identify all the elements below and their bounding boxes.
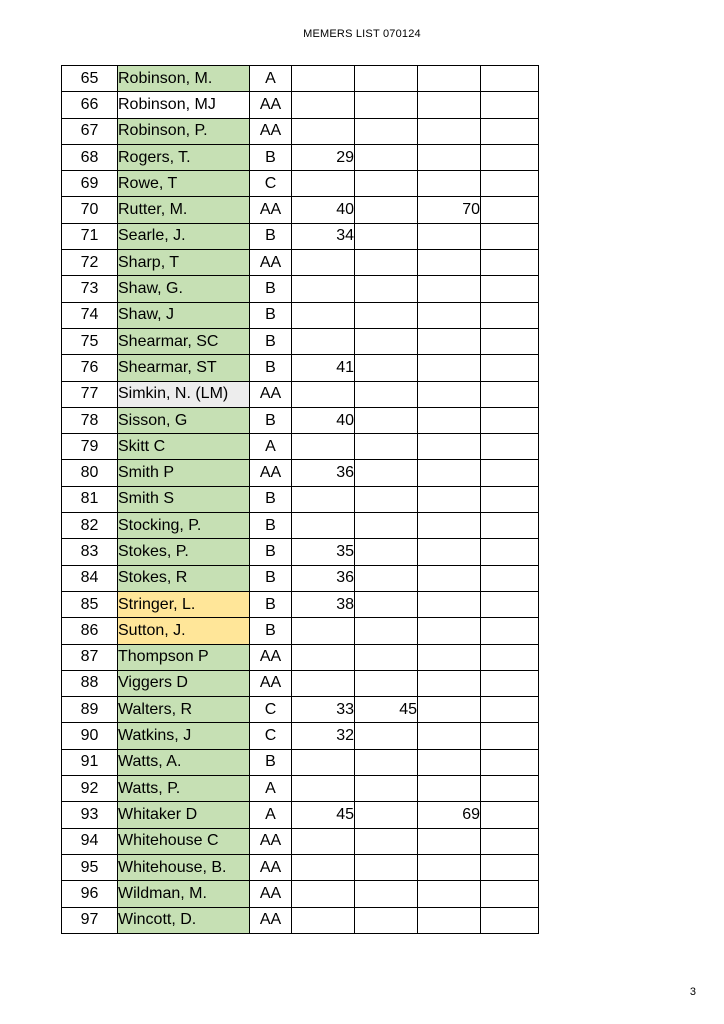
member-name-cell: Smith S <box>118 486 250 512</box>
value-col-3-cell <box>418 486 481 512</box>
value-col-3-cell <box>418 171 481 197</box>
table-row <box>62 513 539 539</box>
value-col-4-cell <box>481 644 539 670</box>
table-row <box>62 907 539 933</box>
value-col-2-cell <box>355 66 418 92</box>
value-col-3-cell <box>418 697 481 723</box>
value-col-2-cell <box>355 565 418 591</box>
value-col-3-cell <box>418 66 481 92</box>
value-col-1-cell <box>292 907 355 933</box>
table-row <box>62 539 539 565</box>
value-col-3-cell <box>418 723 481 749</box>
value-col-4-cell <box>481 565 539 591</box>
value-col-2-cell <box>355 723 418 749</box>
value-col-2-cell <box>355 460 418 486</box>
value-col-2-cell <box>355 591 418 617</box>
member-name-cell: Searle, J. <box>118 223 250 249</box>
member-grade-cell: AA <box>250 460 292 486</box>
members-table-body <box>62 66 539 934</box>
member-grade-cell: A <box>250 776 292 802</box>
value-col-4-cell <box>481 302 539 328</box>
member-name-cell: Stringer, L. <box>118 591 250 617</box>
value-col-3-cell <box>418 513 481 539</box>
table-row <box>62 644 539 670</box>
value-col-1-cell <box>292 328 355 354</box>
table-row <box>62 118 539 144</box>
member-name-cell: Skitt C <box>118 434 250 460</box>
member-grade-cell: AA <box>250 92 292 118</box>
value-col-4-cell <box>481 513 539 539</box>
member-grade-cell: B <box>250 749 292 775</box>
value-col-4-cell <box>481 697 539 723</box>
member-grade-cell: C <box>250 697 292 723</box>
value-col-1-cell: 40 <box>292 407 355 433</box>
table-row <box>62 302 539 328</box>
value-col-3-cell <box>418 828 481 854</box>
value-col-3-cell <box>418 381 481 407</box>
member-grade-cell: B <box>250 486 292 512</box>
member-grade-cell: AA <box>250 197 292 223</box>
member-name-cell: Whitehouse, B. <box>118 854 250 880</box>
table-row <box>62 776 539 802</box>
member-number-cell: 78 <box>62 407 118 433</box>
table-row <box>62 407 539 433</box>
value-col-3-cell <box>418 881 481 907</box>
member-grade-cell: B <box>250 144 292 170</box>
member-name-cell: Sutton, J. <box>118 618 250 644</box>
member-number-cell: 92 <box>62 776 118 802</box>
value-col-3-cell <box>418 907 481 933</box>
member-grade-cell: B <box>250 328 292 354</box>
value-col-3-cell <box>418 276 481 302</box>
value-col-1-cell: 38 <box>292 591 355 617</box>
member-grade-cell: B <box>250 276 292 302</box>
member-number-cell: 95 <box>62 854 118 880</box>
member-number-cell: 80 <box>62 460 118 486</box>
member-name-cell: Walters, R <box>118 697 250 723</box>
value-col-2-cell: 45 <box>355 697 418 723</box>
table-row <box>62 328 539 354</box>
value-col-1-cell <box>292 513 355 539</box>
member-grade-cell: AA <box>250 381 292 407</box>
value-col-1-cell <box>292 644 355 670</box>
value-col-1-cell <box>292 486 355 512</box>
member-name-cell: Shearmar, ST <box>118 355 250 381</box>
table-row <box>62 460 539 486</box>
value-col-3-cell <box>418 328 481 354</box>
value-col-1-cell: 29 <box>292 144 355 170</box>
value-col-3-cell <box>418 302 481 328</box>
member-number-cell: 83 <box>62 539 118 565</box>
member-number-cell: 70 <box>62 197 118 223</box>
value-col-2-cell <box>355 881 418 907</box>
value-col-1-cell <box>292 66 355 92</box>
value-col-1-cell: 40 <box>292 197 355 223</box>
value-col-1-cell <box>292 881 355 907</box>
member-grade-cell: A <box>250 66 292 92</box>
value-col-1-cell <box>292 670 355 696</box>
value-col-3-cell: 69 <box>418 802 481 828</box>
value-col-3-cell <box>418 223 481 249</box>
member-grade-cell: B <box>250 565 292 591</box>
member-name-cell: Rutter, M. <box>118 197 250 223</box>
table-row <box>62 144 539 170</box>
value-col-3-cell <box>418 749 481 775</box>
value-col-4-cell <box>481 197 539 223</box>
member-number-cell: 67 <box>62 118 118 144</box>
member-number-cell: 72 <box>62 250 118 276</box>
member-grade-cell: B <box>250 513 292 539</box>
value-col-2-cell <box>355 407 418 433</box>
member-number-cell: 79 <box>62 434 118 460</box>
member-name-cell: Wildman, M. <box>118 881 250 907</box>
value-col-1-cell <box>292 276 355 302</box>
table-row <box>62 381 539 407</box>
member-name-cell: Shaw, J <box>118 302 250 328</box>
member-name-cell: Wincott, D. <box>118 907 250 933</box>
member-name-cell: Sisson, G <box>118 407 250 433</box>
member-name-cell: Watts, P. <box>118 776 250 802</box>
member-name-cell: Viggers D <box>118 670 250 696</box>
value-col-2-cell <box>355 223 418 249</box>
member-number-cell: 82 <box>62 513 118 539</box>
table-row <box>62 92 539 118</box>
member-grade-cell: AA <box>250 250 292 276</box>
member-name-cell: Shaw, G. <box>118 276 250 302</box>
table-row <box>62 618 539 644</box>
table-row <box>62 854 539 880</box>
value-col-4-cell <box>481 670 539 696</box>
member-name-cell: Sharp, T <box>118 250 250 276</box>
member-number-cell: 90 <box>62 723 118 749</box>
member-number-cell: 77 <box>62 381 118 407</box>
value-col-1-cell <box>292 434 355 460</box>
member-number-cell: 91 <box>62 749 118 775</box>
table-row <box>62 250 539 276</box>
table-row <box>62 828 539 854</box>
member-number-cell: 74 <box>62 302 118 328</box>
value-col-1-cell: 32 <box>292 723 355 749</box>
member-name-cell: Robinson, M. <box>118 66 250 92</box>
value-col-2-cell <box>355 802 418 828</box>
value-col-2-cell <box>355 144 418 170</box>
member-grade-cell: A <box>250 434 292 460</box>
value-col-2-cell <box>355 276 418 302</box>
member-grade-cell: C <box>250 723 292 749</box>
value-col-2-cell <box>355 355 418 381</box>
value-col-1-cell: 34 <box>292 223 355 249</box>
value-col-2-cell <box>355 618 418 644</box>
value-col-3-cell <box>418 460 481 486</box>
value-col-2-cell <box>355 197 418 223</box>
value-col-3-cell <box>418 118 481 144</box>
value-col-4-cell <box>481 460 539 486</box>
member-name-cell: Robinson, MJ <box>118 92 250 118</box>
member-number-cell: 65 <box>62 66 118 92</box>
value-col-3-cell <box>418 92 481 118</box>
value-col-2-cell <box>355 854 418 880</box>
table-row <box>62 197 539 223</box>
value-col-4-cell <box>481 776 539 802</box>
value-col-1-cell <box>292 302 355 328</box>
member-grade-cell: B <box>250 539 292 565</box>
value-col-4-cell <box>481 250 539 276</box>
member-number-cell: 94 <box>62 828 118 854</box>
table-row <box>62 802 539 828</box>
value-col-1-cell <box>292 618 355 644</box>
member-grade-cell: AA <box>250 118 292 144</box>
value-col-2-cell <box>355 92 418 118</box>
member-number-cell: 68 <box>62 144 118 170</box>
value-col-3-cell <box>418 854 481 880</box>
value-col-3-cell <box>418 434 481 460</box>
page-header-title: MEMERS LIST 070124 <box>303 28 421 40</box>
value-col-2-cell <box>355 513 418 539</box>
member-name-cell: Robinson, P. <box>118 118 250 144</box>
table-row <box>62 697 539 723</box>
table-row <box>62 591 539 617</box>
value-col-4-cell <box>481 854 539 880</box>
value-col-4-cell <box>481 486 539 512</box>
member-number-cell: 81 <box>62 486 118 512</box>
member-name-cell: Watkins, J <box>118 723 250 749</box>
member-number-cell: 85 <box>62 591 118 617</box>
value-col-2-cell <box>355 749 418 775</box>
value-col-1-cell <box>292 92 355 118</box>
table-row <box>62 723 539 749</box>
table-row <box>62 670 539 696</box>
value-col-2-cell <box>355 539 418 565</box>
value-col-1-cell <box>292 381 355 407</box>
value-col-2-cell <box>355 434 418 460</box>
value-col-3-cell <box>418 355 481 381</box>
member-grade-cell: AA <box>250 670 292 696</box>
member-grade-cell: AA <box>250 881 292 907</box>
value-col-1-cell <box>292 118 355 144</box>
value-col-4-cell <box>481 434 539 460</box>
value-col-4-cell <box>481 723 539 749</box>
value-col-2-cell <box>355 381 418 407</box>
value-col-3-cell <box>418 670 481 696</box>
member-number-cell: 96 <box>62 881 118 907</box>
table-row <box>62 434 539 460</box>
value-col-3-cell <box>418 565 481 591</box>
value-col-2-cell <box>355 776 418 802</box>
member-name-cell: Rogers, T. <box>118 144 250 170</box>
value-col-3-cell <box>418 144 481 170</box>
value-col-1-cell <box>292 171 355 197</box>
member-number-cell: 87 <box>62 644 118 670</box>
value-col-4-cell <box>481 171 539 197</box>
value-col-1-cell: 33 <box>292 697 355 723</box>
value-col-3-cell <box>418 539 481 565</box>
member-number-cell: 66 <box>62 92 118 118</box>
member-grade-cell: A <box>250 802 292 828</box>
value-col-4-cell <box>481 802 539 828</box>
member-grade-cell: AA <box>250 854 292 880</box>
member-name-cell: Simkin, N. (LM) <box>118 381 250 407</box>
value-col-2-cell <box>355 328 418 354</box>
member-grade-cell: B <box>250 355 292 381</box>
member-name-cell: Stocking, P. <box>118 513 250 539</box>
member-name-cell: Shearmar, SC <box>118 328 250 354</box>
member-name-cell: Whitaker D <box>118 802 250 828</box>
value-col-4-cell <box>481 66 539 92</box>
value-col-1-cell <box>292 854 355 880</box>
value-col-3-cell <box>418 644 481 670</box>
value-col-1-cell: 36 <box>292 565 355 591</box>
value-col-4-cell <box>481 118 539 144</box>
table-row <box>62 749 539 775</box>
value-col-3-cell <box>418 250 481 276</box>
value-col-4-cell <box>481 618 539 644</box>
member-grade-cell: B <box>250 223 292 249</box>
member-grade-cell: AA <box>250 907 292 933</box>
value-col-4-cell <box>481 276 539 302</box>
member-name-cell: Smith P <box>118 460 250 486</box>
member-grade-cell: B <box>250 618 292 644</box>
member-name-cell: Watts, A. <box>118 749 250 775</box>
value-col-2-cell <box>355 670 418 696</box>
member-number-cell: 73 <box>62 276 118 302</box>
table-row <box>62 223 539 249</box>
value-col-4-cell <box>481 355 539 381</box>
member-name-cell: Rowe, T <box>118 171 250 197</box>
value-col-4-cell <box>481 828 539 854</box>
value-col-2-cell <box>355 907 418 933</box>
value-col-2-cell <box>355 250 418 276</box>
value-col-1-cell: 35 <box>292 539 355 565</box>
value-col-4-cell <box>481 907 539 933</box>
value-col-4-cell <box>481 591 539 617</box>
value-col-2-cell <box>355 118 418 144</box>
member-name-cell: Stokes, P. <box>118 539 250 565</box>
member-grade-cell: B <box>250 591 292 617</box>
value-col-4-cell <box>481 144 539 170</box>
value-col-3-cell <box>418 407 481 433</box>
value-col-4-cell <box>481 92 539 118</box>
table-row <box>62 66 539 92</box>
value-col-3-cell <box>418 591 481 617</box>
member-name-cell: Thompson P <box>118 644 250 670</box>
value-col-4-cell <box>481 328 539 354</box>
table-row <box>62 881 539 907</box>
table-row <box>62 565 539 591</box>
value-col-1-cell <box>292 776 355 802</box>
value-col-2-cell <box>355 171 418 197</box>
member-number-cell: 89 <box>62 697 118 723</box>
member-grade-cell: B <box>250 407 292 433</box>
value-col-4-cell <box>481 539 539 565</box>
value-col-1-cell <box>292 749 355 775</box>
member-number-cell: 71 <box>62 223 118 249</box>
member-name-cell: Whitehouse C <box>118 828 250 854</box>
value-col-2-cell <box>355 486 418 512</box>
value-col-3-cell <box>418 776 481 802</box>
value-col-4-cell <box>481 407 539 433</box>
member-grade-cell: C <box>250 171 292 197</box>
value-col-1-cell: 36 <box>292 460 355 486</box>
table-row <box>62 171 539 197</box>
value-col-2-cell <box>355 644 418 670</box>
member-number-cell: 75 <box>62 328 118 354</box>
member-grade-cell: AA <box>250 644 292 670</box>
member-number-cell: 84 <box>62 565 118 591</box>
member-grade-cell: AA <box>250 828 292 854</box>
member-number-cell: 76 <box>62 355 118 381</box>
value-col-4-cell <box>481 223 539 249</box>
page-number: 3 <box>689 986 696 998</box>
table-row <box>62 355 539 381</box>
member-number-cell: 93 <box>62 802 118 828</box>
value-col-2-cell <box>355 828 418 854</box>
table-row <box>62 276 539 302</box>
member-number-cell: 86 <box>62 618 118 644</box>
value-col-4-cell <box>481 381 539 407</box>
value-col-3-cell: 70 <box>418 197 481 223</box>
value-col-1-cell <box>292 250 355 276</box>
members-table <box>61 65 539 934</box>
member-name-cell: Stokes, R <box>118 565 250 591</box>
value-col-3-cell <box>418 618 481 644</box>
member-number-cell: 88 <box>62 670 118 696</box>
member-number-cell: 97 <box>62 907 118 933</box>
value-col-4-cell <box>481 749 539 775</box>
value-col-4-cell <box>481 881 539 907</box>
member-number-cell: 69 <box>62 171 118 197</box>
value-col-1-cell <box>292 828 355 854</box>
value-col-2-cell <box>355 302 418 328</box>
member-grade-cell: B <box>250 302 292 328</box>
value-col-1-cell: 45 <box>292 802 355 828</box>
table-row <box>62 486 539 512</box>
value-col-1-cell: 41 <box>292 355 355 381</box>
